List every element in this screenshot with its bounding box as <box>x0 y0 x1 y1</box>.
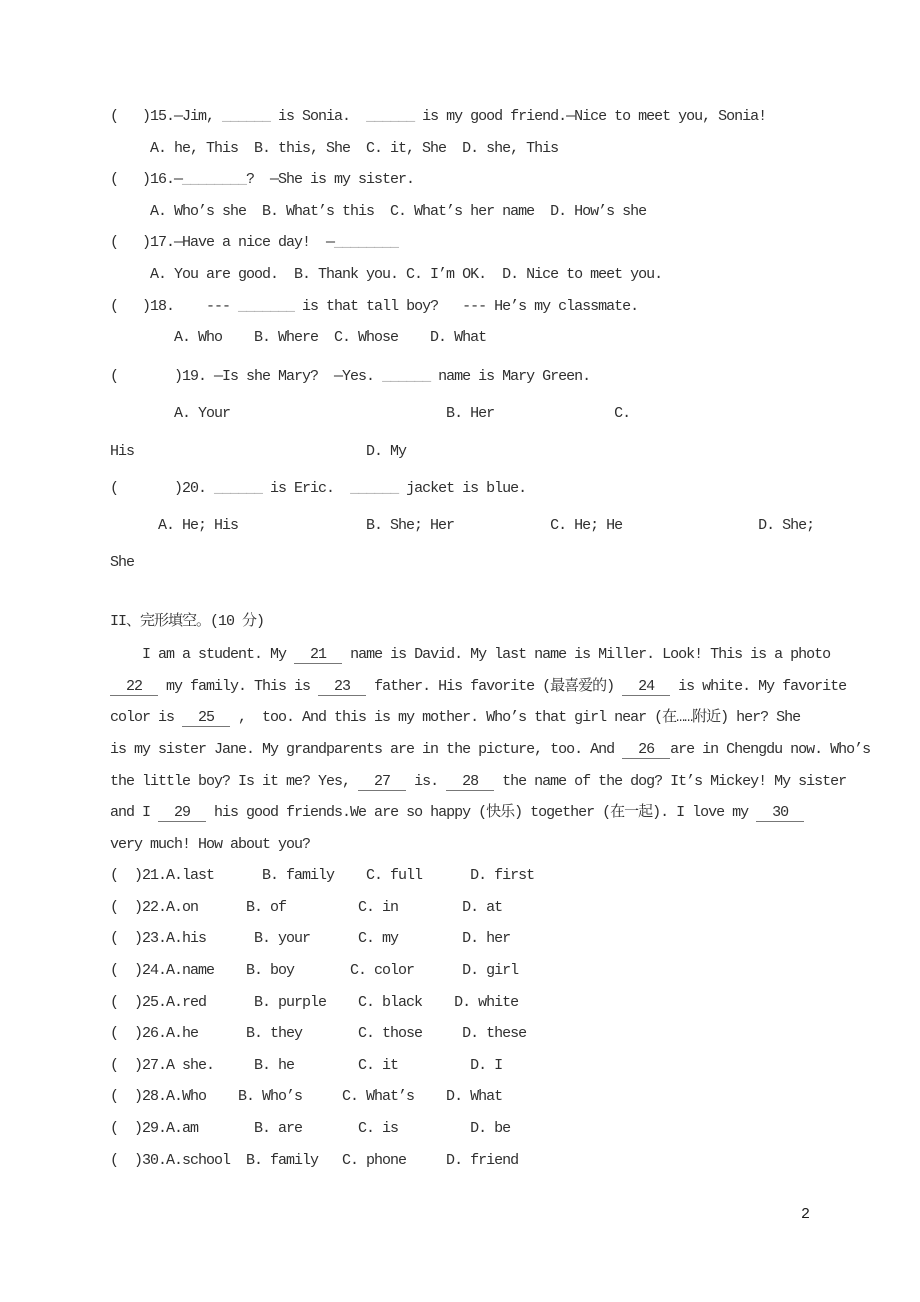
question-20-options-row1: A. He; His B. She; Her C. He; He D. She; <box>110 517 815 534</box>
cloze-paragraph-line: 22 my family. This is 23 father. His favorite (最喜爱的) 24 is white. My favorite <box>110 678 847 695</box>
question-19-options-row2: His D. My <box>110 443 407 460</box>
question-19-options-row1: A. Your B. Her C. <box>110 405 631 422</box>
question-16: ( )16.—________? —She is my sister. <box>110 171 415 188</box>
question-16-options: A. Who’s she B. What’s this C. What’s her name D. How’s she <box>110 203 647 220</box>
cloze-question-27-options: ( )27.A she. B. he C. it D. I <box>110 1057 503 1074</box>
cloze-question-30-options: ( )30.A.school B. family C. phone D. friend <box>110 1152 519 1169</box>
question-18-options: A. Who B. Where C. Whose D. What <box>110 329 487 346</box>
page-number: 2 <box>801 1206 810 1223</box>
question-15-options: A. he, This B. this, She C. it, She D. she, This <box>110 140 559 157</box>
cloze-paragraph-line: I am a student. My 21 name is David. My last name is Miller. Look! This is a photo <box>110 646 831 663</box>
cloze-paragraph-line: the little boy? Is it me? Yes, 27 is. 28 the name of the dog? It’s Mickey! My sister <box>110 773 847 790</box>
cloze-question-24-options: ( )24.A.name B. boy C. color D. girl <box>110 962 519 979</box>
cloze-paragraph-line: very much! How about you? <box>110 836 311 853</box>
question-17: ( )17.—Have a nice day! —________ <box>110 234 399 251</box>
cloze-paragraph-line: and I 29 his good friends.We are so happy (快乐) together (在一起). I love my 30 <box>110 804 805 821</box>
cloze-question-25-options: ( )25.A.red B. purple C. black D. white <box>110 994 519 1011</box>
question-17-options: A. You are good. B. Thank you. C. I’m OK. D. Nice to meet you. <box>110 266 663 283</box>
question-15: ( )15.—Jim, ______ is Sonia. ______ is my good friend.—Nice to meet you, Sonia! <box>110 108 767 125</box>
question-20: ( )20. ______ is Eric. ______ jacket is blue. <box>110 480 527 497</box>
section-ii-heading: II、完形填空。(10 分) <box>110 613 265 630</box>
cloze-question-26-options: ( )26.A.he B. they C. those D. these <box>110 1025 527 1042</box>
question-19: ( )19. —Is she Mary? —Yes. ______ name is Mary Green. <box>110 368 591 385</box>
cloze-question-29-options: ( )29.A.am B. are C. is D. be <box>110 1120 511 1137</box>
cloze-question-22-options: ( )22.A.on B. of C. in D. at <box>110 899 503 916</box>
cloze-paragraph-line: color is 25 , too. And this is my mother. Who’s that girl near (在……附近) her? She <box>110 709 801 726</box>
cloze-question-21-options: ( )21.A.last B. family C. full D. first <box>110 867 535 884</box>
cloze-paragraph-line: is my sister Jane. My grandparents are in the picture, too. And 26 are in Chengdu now. Who’s <box>110 741 871 758</box>
cloze-question-28-options: ( )28.A.Who B. Who’s C. What’s D. What <box>110 1088 503 1105</box>
question-18: ( )18. --- _______ is that tall boy? --- He’s my classmate. <box>110 298 639 315</box>
cloze-question-23-options: ( )23.A.his B. your C. my D. her <box>110 930 511 947</box>
question-20-options-row2: She <box>110 554 135 571</box>
